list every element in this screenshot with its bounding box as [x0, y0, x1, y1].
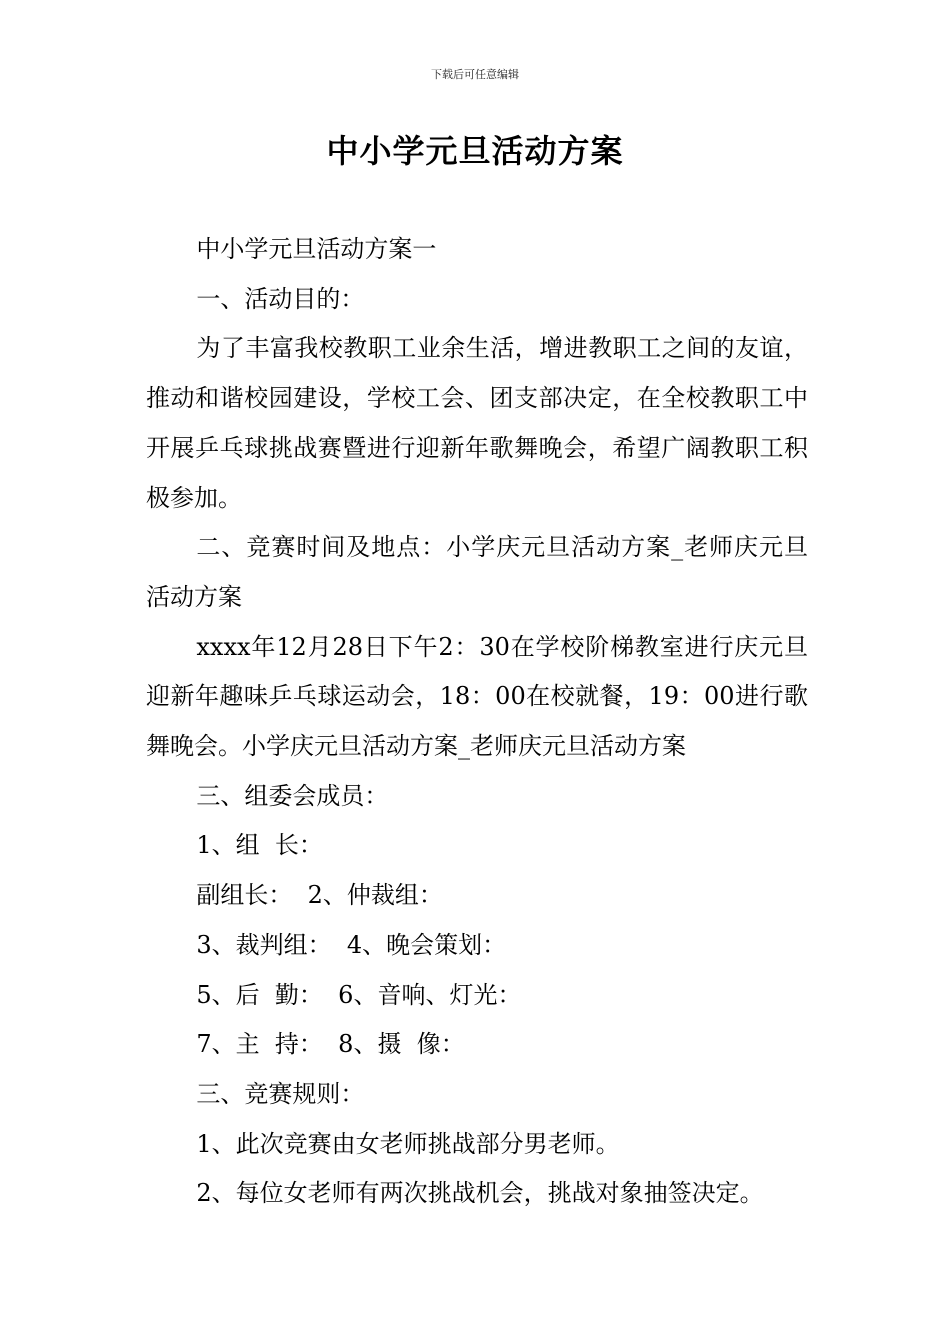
heading-time-place: 二、竞赛时间及地点：小学庆元旦活动方案_老师庆元旦活动方案: [146, 533, 808, 611]
committee-item: 1、组 长：: [196, 831, 323, 860]
header-note: 下载后可任意编辑: [431, 68, 519, 81]
committee-item: 副组长： 2、仲裁组：: [196, 881, 443, 910]
committee-item: 7、主 持： 8、摄 像：: [196, 1030, 465, 1059]
rule-item: 1、此次竞赛由女老师挑战部分男老师。: [196, 1129, 620, 1158]
rule-item: 2、每位女老师有两次挑战机会，挑战对象抽签决定。: [196, 1179, 764, 1208]
document-title: 中小学元旦活动方案: [326, 132, 624, 170]
paragraph-time-place: xxxx年12月28日下午2：30在学校阶梯教室进行庆元旦 迎新年趣味乒乓球运动会，18：00在校就餐，19：00进行歌舞晚会。小学庆元旦活动方案_老师庆元旦活动方案: [146, 632, 816, 761]
document-body: [146, 225, 816, 1219]
heading-committee: 三、组委会成员：: [196, 781, 389, 810]
committee-item: 3、裁判组： 4、晚会策划：: [196, 930, 507, 959]
paragraph-purpose: 为了丰富我校教职工业余生活，增进教职工之间的友谊，推动和谐校园建设，学校工会、团支部决定，在全校教职工中开展乒乓球挑战赛暨进行迎新年歌舞晚会，希望广阔教职工积极参加。: [146, 334, 808, 512]
heading-purpose: 一、活动目的：: [196, 284, 365, 313]
heading-rules: 三、竞赛规则：: [196, 1079, 365, 1108]
section-heading: 中小学元旦活动方案一: [196, 235, 437, 263]
committee-item: 5、后 勤： 6、音响、灯光：: [196, 980, 522, 1009]
